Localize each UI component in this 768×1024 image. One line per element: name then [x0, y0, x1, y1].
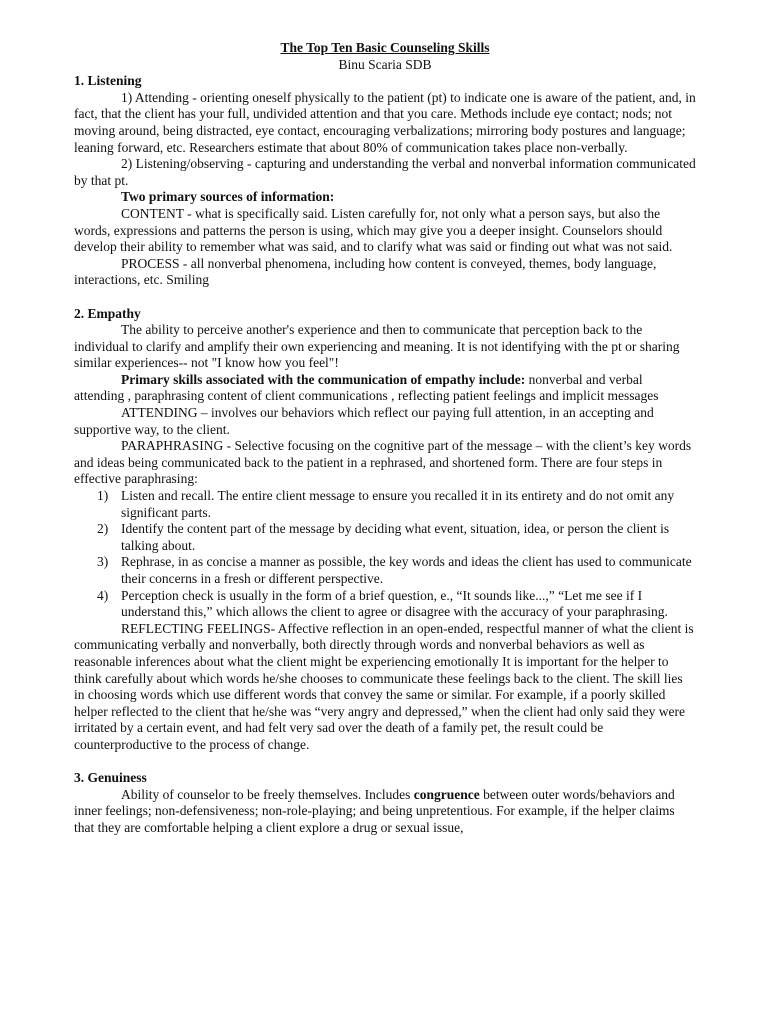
subheading-sources [74, 189, 696, 206]
list-item-text: Perception check is usually in the form of a brief question, e., “It sounds like...,” “Let me see if I understand this,” which allows the client to agree or disagree with the accuracy of your paraphrasing. [121, 587, 668, 620]
paragraph-reflecting-feelings: REFLECTING FEELINGS- Affective reflection in an open-ended, respectful manner of what the client is communicating verbally and nonverbally, both directly through words and nonverbal behaviors as well as reasonable inferences about what the client might be experiencing emotionally It is important for the helper to think carefully about which words he/she chooses to communicate these feelings back to the client. The skill lies in choosing words which use different words that convey the same or similar. For example, if a poorly skilled helper reflected to the client that he/she was “very angry and depressed,” when the client had only said they were irritated by a certain event, and had felt very sad over the death of a family pet, the result could be counterproductive to the process of change. [74, 620, 694, 752]
list-item [74, 488, 696, 521]
list-item-number: 4) [97, 587, 109, 603]
list-item-text: Listen and recall. The entire client message to ensure you recalled it in its entirety and do not omit any significant parts. [121, 488, 675, 520]
list-item [74, 588, 696, 621]
paragraph-genuiness [74, 787, 696, 837]
paragraph-process: PROCESS - all nonverbal phenomena, including how content is conveyed, themes, body language, interactions, etc. Smiling [74, 255, 657, 288]
list-item-text: Identify the content part of the message by deciding what event, situation, idea, or person the client is talking about. [121, 521, 670, 553]
primary-skills-bold: Primary skills associated with the communication of empathy include: [121, 371, 526, 387]
subheading-sources-text: Two primary sources of information: [121, 189, 335, 205]
paraphrasing-steps-list [74, 488, 696, 621]
paragraph-attending-def: ATTENDING – involves our behaviors which reflect our paying full attention, in an accepting and supportive way, to the client. [74, 405, 654, 437]
genuiness-text-before: Ability of counselor to be freely themselves. Includes [121, 786, 414, 802]
genuiness-bold-word: congruence [413, 786, 480, 802]
section-heading-genuiness: 3. Genuiness [74, 770, 147, 786]
section-spacer [74, 754, 696, 771]
document-author: Binu Scaria SDB [338, 56, 432, 72]
paragraph-paraphrasing: PARAPHRASING - Selective focusing on the cognitive part of the message – with the client’s key words and ideas being communicated back to the patient in a rephrased, and shortened form. There are four steps in effective paraphrasing: [74, 438, 692, 487]
list-item [74, 521, 696, 554]
list-item-number: 2) [97, 521, 109, 537]
section-heading-empathy: 2. Empathy [74, 305, 141, 321]
list-item-number: 1) [97, 488, 109, 504]
paragraph-empathy-intro: The ability to perceive another's experience and then to communicate that perception back to the individual to clarify and amplify their own experiencing and meaning. It is not identifying with the pt or sharing similar experiences-- not "I know how you feel"! [74, 322, 680, 371]
list-item [74, 554, 696, 587]
genuiness-text-after: between outer words/behaviors and inner feelings; non-defensiveness; non-role-playing; and being unpretentious. For example, if the helper claims that they are comfortable helping a client explore a drug or sexual issue, [74, 786, 675, 835]
document-title: The Top Ten Basic Counseling Skills [280, 40, 490, 55]
paragraph-content: CONTENT - what is specifically said. Listen carefully for, not only what a person says, but also the words, expressions and patterns the person is using, which may give you a deeper insight. Counselors should develop their ability to remember what was said, and to clarify what was said or finding out what was not said. [74, 205, 673, 255]
paragraph-listening-observing: 2) Listening/observing - capturing and understanding the verbal and nonverbal information communicated by that pt. [74, 156, 696, 188]
primary-skills-rest: nonverbal and verbal attending , paraphrasing content of client communications , reflecting patient feelings and implicit messages [74, 371, 659, 404]
list-item-text: Rephrase, in as concise a manner as possible, the key words and ideas the client has used to communicate their concerns in a fresh or different perspective. [121, 554, 692, 586]
paragraph-attending: 1) Attending - orienting oneself physically to the patient (pt) to indicate one is aware of the patient, and, in fact, that the client has your full, undivided attention and that you care. Methods include eye contact; nods; not moving around, being distracted, eye contact, encouraging verbalizations; mirroring body postures and language; leaning forward, etc. Researchers estimate that about 80% of communication takes place non-verbally. [74, 89, 696, 155]
section-heading-listening: 1. Listening [74, 73, 142, 89]
list-item-number: 3) [97, 554, 109, 570]
section-spacer [74, 289, 696, 306]
paragraph-primary-skills [74, 372, 696, 405]
